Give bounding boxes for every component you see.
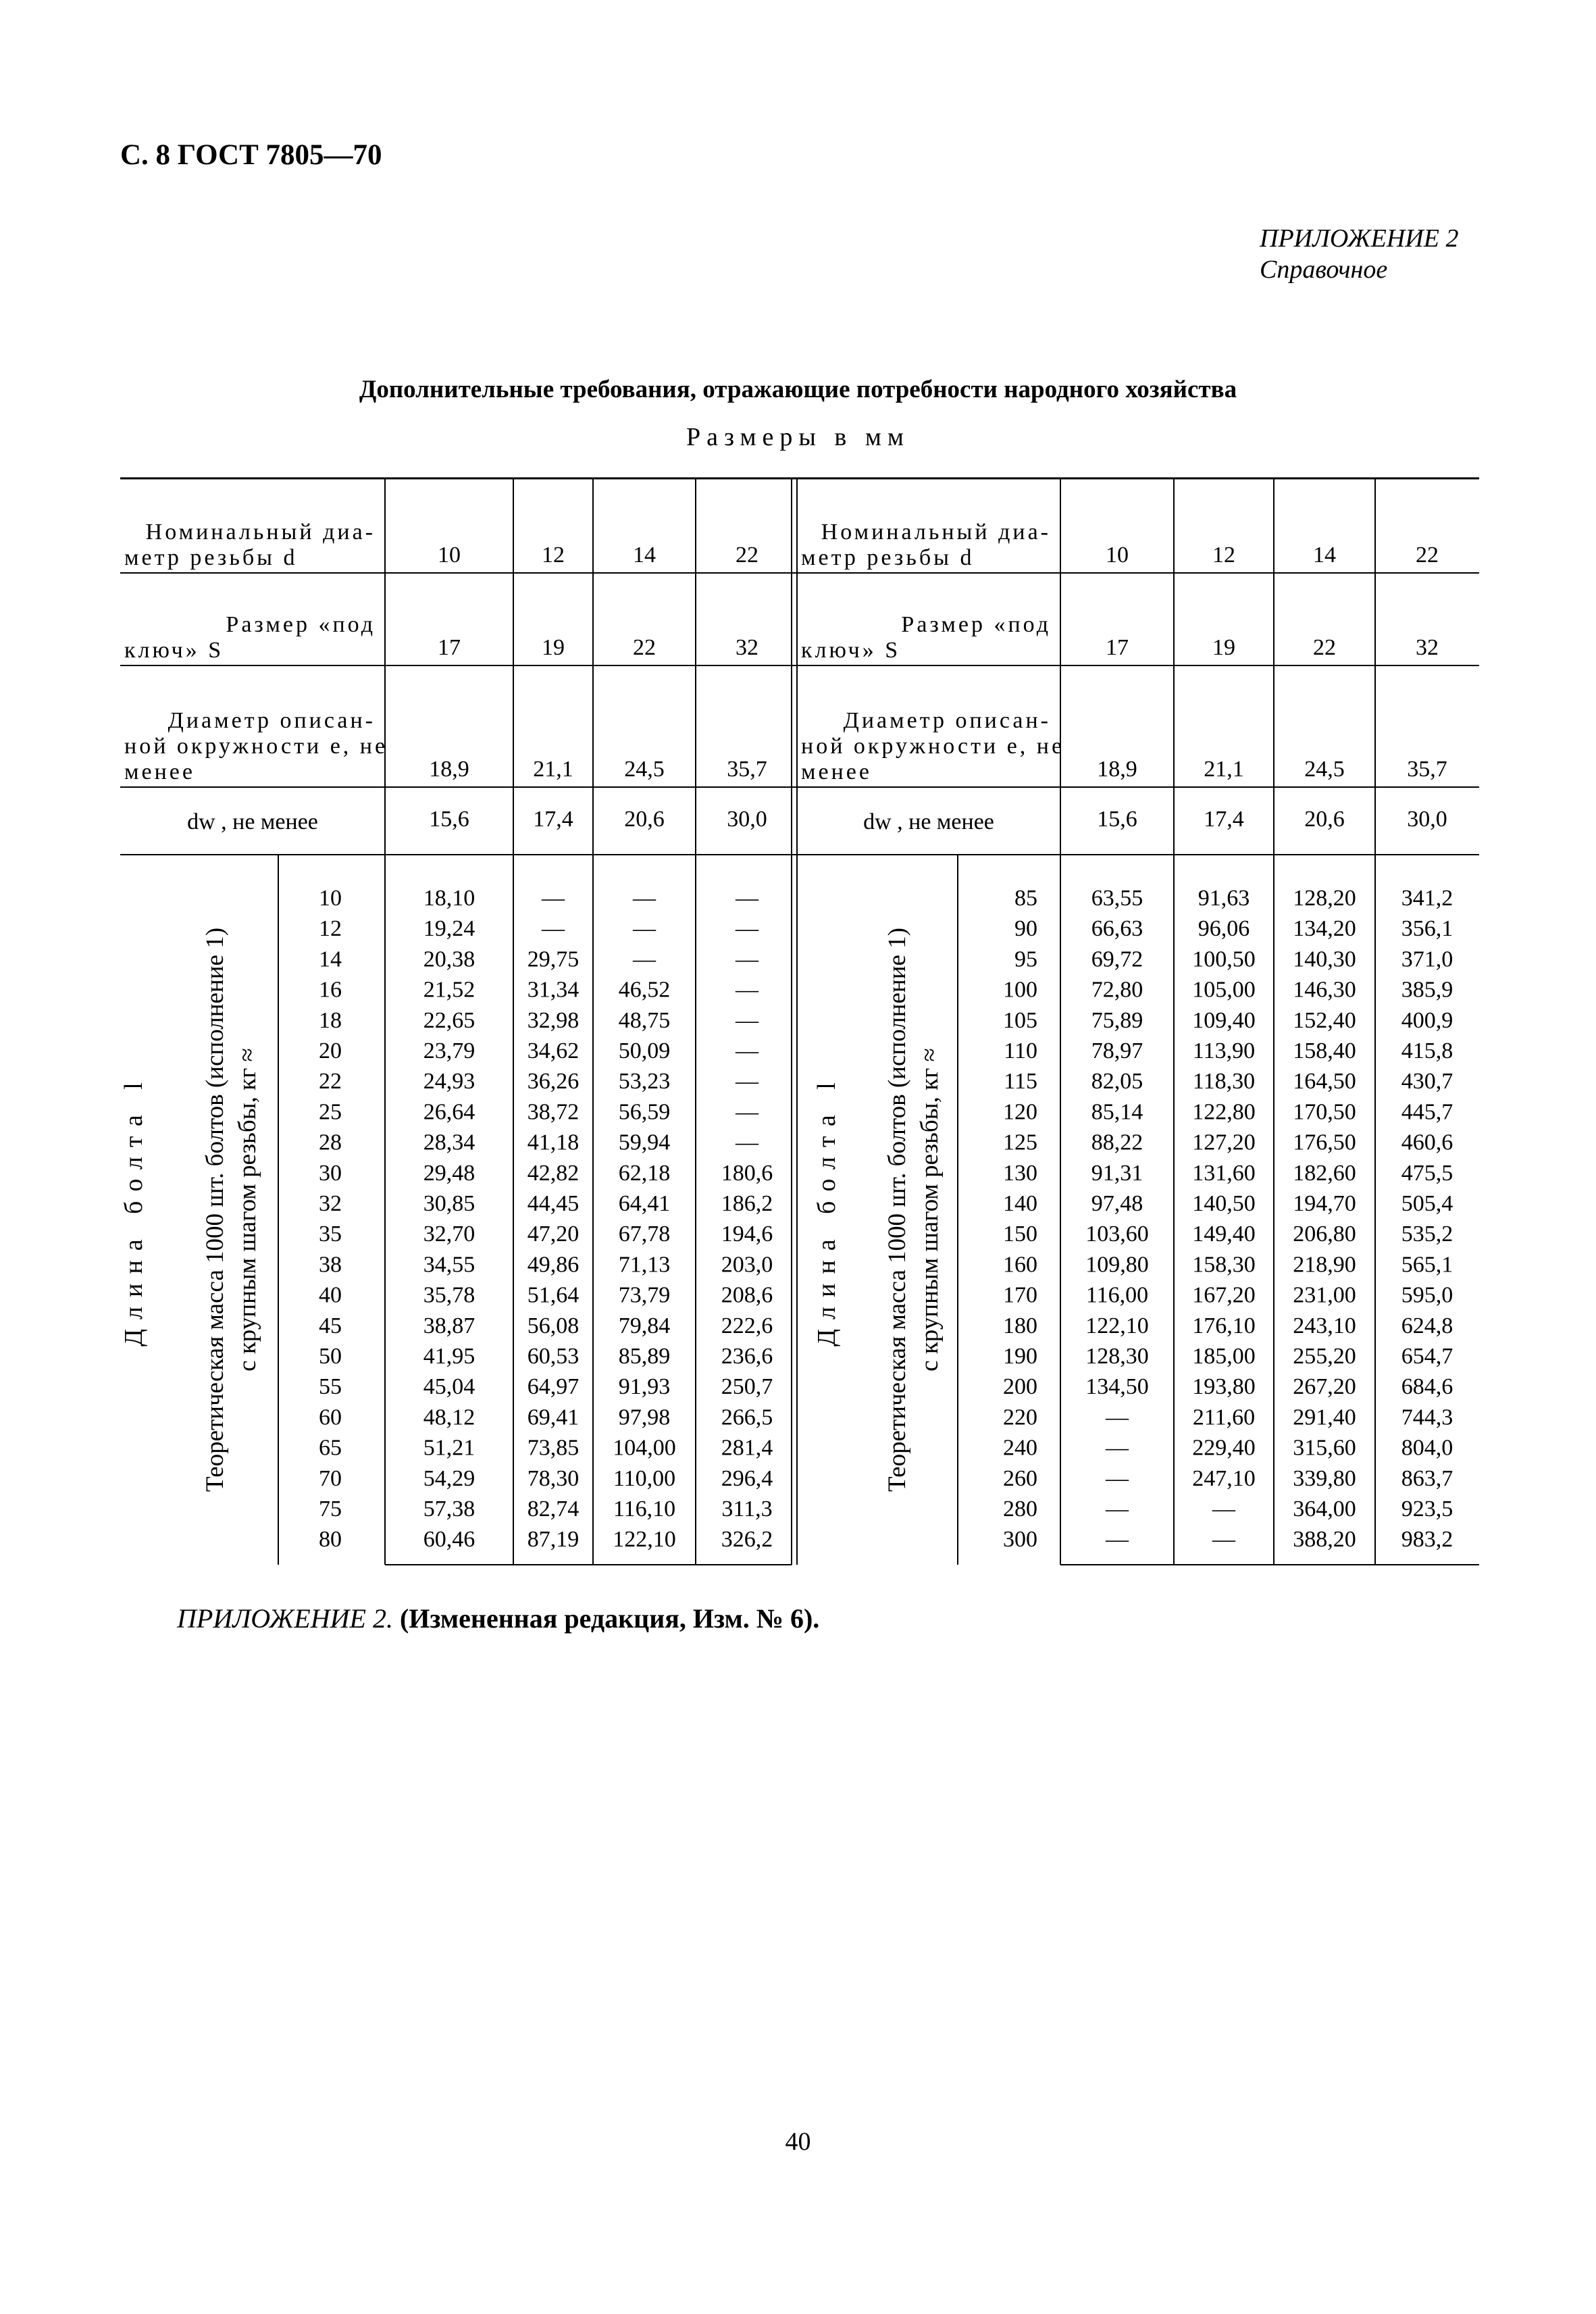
left-mass-cell: 281,4: [721, 1435, 773, 1461]
right-mass-cell: 206,80: [1293, 1222, 1356, 1247]
left-length-cell: 65: [319, 1435, 342, 1461]
left-mass-cell: 311,3: [721, 1496, 773, 1521]
right-mass-cell: —: [1106, 1465, 1129, 1491]
left-mass-cell: 29,75: [527, 947, 580, 972]
left-mass-cell: 34,55: [423, 1252, 475, 1278]
left-mass-cell: 91,93: [618, 1374, 671, 1400]
right-mass-cell: 91,63: [1198, 886, 1250, 911]
left-mass-cell: 85,89: [618, 1344, 671, 1369]
left-mass-cell: 38,87: [423, 1313, 475, 1338]
left-length-cell: 60: [319, 1405, 342, 1430]
left-mass-cell: —: [633, 886, 656, 911]
left-header-value: 22: [633, 635, 656, 660]
left-mass-cell: —: [736, 977, 758, 1003]
left-mass-cell: 51,21: [423, 1435, 475, 1461]
left-mass-cell: 35,78: [423, 1282, 475, 1308]
left-mass-cell: 38,72: [527, 1099, 580, 1125]
right-mass-cell: 505,4: [1401, 1191, 1453, 1216]
right-mass-cell: 218,90: [1293, 1252, 1356, 1278]
right-header-value: 10: [1106, 543, 1129, 568]
left-header-value: 32: [736, 635, 758, 660]
right-header-value: 20,6: [1304, 807, 1345, 832]
right-mass-cell: 158,40: [1293, 1038, 1356, 1063]
left-mass-cell: 79,84: [618, 1313, 671, 1338]
right-mass-cell: 565,1: [1401, 1252, 1453, 1278]
left-mass-cell: —: [736, 1069, 758, 1095]
left-mass-cell: —: [736, 1130, 758, 1155]
right-mass-cell: 109,40: [1192, 1007, 1256, 1033]
right-length-cell: 95: [1014, 947, 1037, 972]
right-mass-cell: 122,80: [1192, 1099, 1256, 1125]
left-mass-cell: 110,00: [613, 1465, 676, 1491]
right-header-label: Номинальный диа-: [821, 520, 1051, 545]
left-header-label: менее: [124, 759, 195, 784]
left-header-value: 24,5: [624, 757, 665, 782]
right-mass-cell: 63,55: [1091, 886, 1143, 911]
left-mass-cell: —: [633, 947, 656, 972]
right-mass-cell: 415,8: [1401, 1038, 1453, 1063]
right-mass-cell: —: [1212, 1527, 1235, 1553]
left-length-cell: 10: [319, 886, 342, 911]
left-length-cell: 38: [319, 1252, 342, 1278]
left-mass-cell: 50,09: [618, 1038, 671, 1063]
left-mass-cell: 104,00: [613, 1435, 676, 1461]
left-length-cell: 32: [319, 1191, 342, 1216]
right-mass-cell: 109,80: [1085, 1252, 1149, 1278]
left-mass-cell: 122,10: [613, 1527, 676, 1553]
left-mass-cell: 36,26: [527, 1069, 580, 1095]
right-header-label: Диаметр описан-: [843, 708, 1051, 733]
right-header-value: 14: [1313, 543, 1336, 568]
left-mass-cell: 116,10: [613, 1496, 676, 1521]
left-mass-cell: —: [736, 1007, 758, 1033]
left-length-cell: 12: [319, 916, 342, 942]
right-mass-cell: 128,30: [1085, 1344, 1149, 1369]
left-mass-cell: 24,93: [423, 1069, 475, 1095]
left-mass-cell: 54,29: [423, 1465, 475, 1491]
left-length-cell: 80: [319, 1527, 342, 1553]
right-length-cell: 100: [1003, 977, 1037, 1003]
left-header-value: 21,1: [533, 757, 573, 782]
left-header-label: ной окружности e, не: [124, 734, 388, 759]
right-length-cell: 125: [1003, 1130, 1037, 1155]
left-header-value: 12: [542, 543, 565, 568]
left-mass-cell: 57,38: [423, 1496, 475, 1521]
left-mass-cell: 41,95: [423, 1344, 475, 1369]
left-mass-cell: 53,23: [618, 1069, 671, 1095]
right-length-cell: 160: [1003, 1252, 1037, 1278]
right-mass-cell: 66,63: [1091, 916, 1143, 942]
right-header-label: метр резьбы d: [801, 545, 975, 570]
left-length-cell: 45: [319, 1313, 342, 1338]
right-mass-cell: 131,60: [1192, 1160, 1256, 1186]
right-length-cell: 120: [1003, 1099, 1037, 1125]
right-mass-cell: 127,20: [1192, 1130, 1256, 1155]
left-header-value: 35,7: [727, 757, 767, 782]
left-mass-cell: —: [736, 886, 758, 911]
left-header-label: dw , не менее: [187, 809, 318, 834]
left-mass-cell: 326,2: [721, 1527, 773, 1553]
right-header-value: 19: [1212, 635, 1235, 660]
right-mass-cell: 400,9: [1401, 1007, 1453, 1033]
right-mass-cell: 128,20: [1293, 886, 1356, 911]
right-mass-cell: 69,72: [1091, 947, 1143, 972]
page-number: 40: [785, 2128, 811, 2156]
right-length-cell: 150: [1003, 1222, 1037, 1247]
left-length-cell: 14: [319, 947, 342, 972]
left-mass-cell: 87,19: [527, 1527, 580, 1553]
left-length-cell: 70: [319, 1465, 342, 1491]
right-mass-cell: —: [1106, 1435, 1129, 1461]
left-mass-cell: 44,45: [527, 1191, 580, 1216]
right-header-label: dw , не менее: [863, 809, 994, 834]
left-mass-cell: —: [736, 1099, 758, 1125]
right-mass-cell: 229,40: [1192, 1435, 1256, 1461]
right-mass-cell: 146,30: [1293, 977, 1356, 1003]
right-length-cell: 180: [1003, 1313, 1037, 1338]
right-length-cell: 240: [1003, 1435, 1037, 1461]
left-length-cell: 40: [319, 1282, 342, 1308]
left-mass-cell: 64,41: [618, 1191, 671, 1216]
right-mass-cell: 231,00: [1293, 1282, 1356, 1308]
left-mass-cell: 73,79: [618, 1282, 671, 1308]
left-length-cell: 50: [319, 1344, 342, 1369]
left-mass-cell: 51,64: [527, 1282, 580, 1308]
right-header-label: ной окружности e, не: [801, 734, 1065, 759]
left-mass-cell: —: [542, 886, 565, 911]
right-length-cell: 105: [1003, 1007, 1037, 1033]
left-header-value: 30,0: [727, 807, 767, 832]
left-mass-cell: 62,18: [618, 1160, 671, 1186]
left-mass-cell: 23,79: [423, 1038, 475, 1063]
left-mass-cell: 32,98: [527, 1007, 580, 1033]
left-header-value: 14: [633, 543, 656, 568]
left-mass-cell: 26,64: [423, 1099, 475, 1125]
right-length-cell: 190: [1003, 1344, 1037, 1369]
right-mass-cell: 863,7: [1401, 1465, 1453, 1491]
left-header-label: метр резьбы d: [124, 545, 298, 570]
left-mass-cell: 236,6: [721, 1344, 773, 1369]
left-mass-cell: —: [736, 947, 758, 972]
left-header-value: 18,9: [429, 757, 469, 782]
right-mass-cell: 267,20: [1293, 1374, 1356, 1400]
left-length-cell: 25: [319, 1099, 342, 1125]
right-mass-cell: 113,90: [1192, 1038, 1256, 1063]
left-mass-cell: 31,34: [527, 977, 580, 1003]
right-mass-cell: 118,30: [1192, 1069, 1256, 1095]
left-length-cell: 35: [319, 1222, 342, 1247]
right-header-value: 17: [1106, 635, 1129, 660]
left-header-label: Номинальный диа-: [145, 520, 376, 545]
right-mass-label: с крупным шагом резьбы, кг ≈: [916, 1048, 944, 1372]
left-header-value: 17: [438, 635, 461, 660]
right-length-cell: 280: [1003, 1496, 1037, 1521]
footnote: [177, 1603, 819, 1634]
left-length-cell: 30: [319, 1160, 342, 1186]
right-header-label: менее: [801, 759, 872, 784]
left-mass-cell: 42,82: [527, 1160, 580, 1186]
right-mass-cell: 105,00: [1192, 977, 1256, 1003]
left-header-value: 20,6: [624, 807, 665, 832]
right-mass-cell: 158,30: [1192, 1252, 1256, 1278]
right-mass-cell: 170,50: [1293, 1099, 1356, 1125]
right-mass-cell: 291,40: [1293, 1405, 1356, 1430]
right-mass-cell: 388,20: [1293, 1527, 1356, 1553]
right-length-cell: 110: [1004, 1038, 1037, 1063]
left-mass-cell: 69,41: [527, 1405, 580, 1430]
left-mass-cell: 296,4: [721, 1465, 773, 1491]
left-length-cell: 28: [319, 1130, 342, 1155]
left-header-value: 15,6: [429, 807, 469, 832]
right-mass-cell: 371,0: [1401, 947, 1453, 972]
left-mass-label: с крупным шагом резьбы, кг ≈: [234, 1048, 261, 1372]
left-mass-cell: 21,52: [423, 977, 475, 1003]
right-header-value: 17,4: [1204, 807, 1244, 832]
left-length-cell: 75: [319, 1496, 342, 1521]
left-mass-cell: —: [542, 916, 565, 942]
right-header-value: 35,7: [1407, 757, 1447, 782]
left-length-cell: 20: [319, 1038, 342, 1063]
right-length-cell: 220: [1003, 1405, 1037, 1430]
right-mass-cell: 923,5: [1401, 1496, 1453, 1521]
left-length-cell: 16: [319, 977, 342, 1003]
right-mass-cell: 445,7: [1401, 1099, 1453, 1125]
left-mass-cell: 194,6: [721, 1222, 773, 1247]
appendix-title: ПРИЛОЖЕНИЕ 2: [1260, 224, 1459, 253]
left-header-label: ключ» S: [124, 638, 224, 663]
right-mass-cell: 247,10: [1192, 1465, 1256, 1491]
left-mass-cell: 20,38: [423, 947, 475, 972]
right-mass-cell: —: [1212, 1496, 1235, 1521]
right-mass-cell: 134,50: [1085, 1374, 1149, 1400]
left-mass-cell: 46,52: [618, 977, 671, 1003]
left-mass-cell: 34,62: [527, 1038, 580, 1063]
left-mass-cell: 45,04: [423, 1374, 475, 1400]
right-mass-cell: 385,9: [1401, 977, 1453, 1003]
left-mass-cell: 208,6: [721, 1282, 773, 1308]
right-mass-cell: 211,60: [1192, 1405, 1256, 1430]
right-mass-cell: 75,89: [1091, 1007, 1143, 1033]
left-mass-label: Теоретическая масса 1000 шт. болтов (исполнение 1): [201, 927, 229, 1492]
right-mass-cell: 116,00: [1085, 1282, 1149, 1308]
right-mass-cell: 97,48: [1091, 1191, 1143, 1216]
right-mass-cell: 315,60: [1293, 1435, 1356, 1461]
right-mass-cell: 182,60: [1293, 1160, 1356, 1186]
right-mass-cell: 804,0: [1401, 1435, 1453, 1461]
footnote-appendix-ref: ПРИЛОЖЕНИЕ 2.: [177, 1603, 393, 1634]
left-mass-cell: 48,12: [423, 1405, 475, 1430]
right-header-value: 30,0: [1407, 807, 1447, 832]
right-mass-cell: 164,50: [1293, 1069, 1356, 1095]
left-length-cell: 55: [319, 1374, 342, 1400]
right-mass-cell: 152,40: [1293, 1007, 1356, 1033]
right-mass-cell: 194,70: [1293, 1191, 1356, 1216]
left-mass-cell: 30,85: [423, 1191, 475, 1216]
footnote-edit-note: (Измененная редакция, Изм. № 6).: [399, 1603, 820, 1634]
right-mass-cell: 339,80: [1293, 1465, 1356, 1491]
left-header-value: 19: [542, 635, 565, 660]
left-mass-cell: 64,97: [527, 1374, 580, 1400]
left-mass-cell: 49,86: [527, 1252, 580, 1278]
left-mass-cell: 41,18: [527, 1130, 580, 1155]
right-mass-cell: 103,60: [1085, 1222, 1149, 1247]
left-header-label: Диаметр описан-: [168, 708, 376, 733]
right-mass-label: Теоретическая масса 1000 шт. болтов (исполнение 1): [883, 927, 911, 1492]
left-mass-cell: 28,34: [423, 1130, 475, 1155]
right-mass-cell: 744,3: [1401, 1405, 1453, 1430]
left-mass-cell: 22,65: [423, 1007, 475, 1033]
left-mass-cell: 56,08: [527, 1313, 580, 1338]
left-mass-cell: 60,46: [423, 1527, 475, 1553]
appendix-subtitle: Справочное: [1260, 255, 1388, 284]
right-length-cell: 140: [1003, 1191, 1037, 1216]
left-mass-cell: 56,59: [618, 1099, 671, 1125]
right-header-value: 32: [1416, 635, 1439, 660]
right-header-value: 18,9: [1097, 757, 1137, 782]
left-length-label: Длина болта l: [120, 1073, 148, 1347]
left-header-value: 17,4: [533, 807, 573, 832]
right-length-cell: 85: [1014, 886, 1037, 911]
right-mass-cell: 460,6: [1401, 1130, 1453, 1155]
left-mass-cell: —: [736, 1038, 758, 1063]
left-mass-cell: 48,75: [618, 1007, 671, 1033]
right-header-value: 15,6: [1097, 807, 1137, 832]
left-mass-cell: 29,48: [423, 1160, 475, 1186]
left-mass-cell: —: [633, 916, 656, 942]
right-header-value: 22: [1416, 543, 1439, 568]
right-mass-cell: 176,50: [1293, 1130, 1356, 1155]
left-mass-cell: 266,5: [721, 1405, 773, 1430]
left-mass-cell: 67,78: [618, 1222, 671, 1247]
right-mass-cell: 983,2: [1401, 1527, 1453, 1553]
right-header-value: 24,5: [1304, 757, 1345, 782]
right-mass-cell: —: [1106, 1527, 1129, 1553]
right-length-cell: 90: [1014, 916, 1037, 942]
right-mass-cell: 185,00: [1192, 1344, 1256, 1369]
right-mass-cell: 654,7: [1401, 1344, 1453, 1369]
left-mass-cell: 82,74: [527, 1496, 580, 1521]
left-mass-cell: 250,7: [721, 1374, 773, 1400]
units-note: Размеры в мм: [686, 423, 910, 451]
right-mass-cell: 100,50: [1192, 947, 1256, 972]
left-mass-cell: 60,53: [527, 1344, 580, 1369]
right-length-cell: 300: [1003, 1527, 1037, 1553]
right-mass-cell: 82,05: [1091, 1069, 1143, 1095]
page-header: С. 8 ГОСТ 7805—70: [120, 139, 382, 171]
left-mass-cell: 73,85: [527, 1435, 580, 1461]
right-mass-cell: 134,20: [1293, 916, 1356, 942]
left-length-cell: 18: [319, 1007, 342, 1033]
left-mass-cell: 203,0: [721, 1252, 773, 1278]
left-mass-cell: 47,20: [527, 1222, 580, 1247]
right-header-value: 21,1: [1204, 757, 1244, 782]
left-mass-cell: 222,6: [721, 1313, 773, 1338]
left-header-value: 10: [438, 543, 461, 568]
left-mass-cell: 97,98: [618, 1405, 671, 1430]
right-mass-cell: 684,6: [1401, 1374, 1453, 1400]
left-mass-cell: 59,94: [618, 1130, 671, 1155]
right-mass-cell: 243,10: [1293, 1313, 1356, 1338]
right-length-cell: 170: [1003, 1282, 1037, 1308]
right-mass-cell: 140,30: [1293, 947, 1356, 972]
left-length-cell: 22: [319, 1069, 342, 1095]
right-mass-cell: 122,10: [1085, 1313, 1149, 1338]
table-title: Дополнительные требования, отражающие потребности народного хозяйства: [359, 376, 1237, 403]
right-mass-cell: 72,80: [1091, 977, 1143, 1003]
right-mass-cell: 96,06: [1198, 916, 1250, 942]
right-mass-cell: 341,2: [1401, 886, 1453, 911]
right-mass-cell: 140,50: [1192, 1191, 1256, 1216]
left-mass-cell: 180,6: [721, 1160, 773, 1186]
right-mass-cell: 475,5: [1401, 1160, 1453, 1186]
right-mass-cell: 255,20: [1293, 1344, 1356, 1369]
right-length-cell: 260: [1003, 1465, 1037, 1491]
right-mass-cell: 78,97: [1091, 1038, 1143, 1063]
right-length-cell: 115: [1004, 1069, 1037, 1095]
left-mass-cell: 186,2: [721, 1191, 773, 1216]
left-mass-cell: 71,13: [618, 1252, 671, 1278]
right-length-cell: 130: [1003, 1160, 1037, 1186]
right-mass-cell: 149,40: [1192, 1222, 1256, 1247]
left-header-label: Размер «под: [226, 612, 376, 637]
left-mass-cell: 18,10: [423, 886, 475, 911]
right-header-value: 22: [1313, 635, 1336, 660]
right-length-label: Длина болта l: [813, 1073, 841, 1347]
right-mass-cell: 193,80: [1192, 1374, 1256, 1400]
right-header-label: ключ» S: [801, 638, 901, 663]
right-mass-cell: 356,1: [1401, 916, 1453, 942]
right-length-cell: 200: [1003, 1374, 1037, 1400]
right-mass-cell: 85,14: [1091, 1099, 1143, 1125]
left-mass-cell: 78,30: [527, 1465, 580, 1491]
right-header-value: 12: [1212, 543, 1235, 568]
right-mass-cell: —: [1106, 1496, 1129, 1521]
right-mass-cell: 91,31: [1091, 1160, 1143, 1186]
right-header-label: Размер «под: [901, 612, 1051, 637]
left-mass-cell: 32,70: [423, 1222, 475, 1247]
left-mass-cell: —: [736, 916, 758, 942]
right-mass-cell: 88,22: [1091, 1130, 1143, 1155]
right-mass-cell: 176,10: [1192, 1313, 1256, 1338]
right-mass-cell: 535,2: [1401, 1222, 1453, 1247]
right-mass-cell: 430,7: [1401, 1069, 1453, 1095]
right-mass-cell: 167,20: [1192, 1282, 1256, 1308]
left-mass-cell: 19,24: [423, 916, 475, 942]
right-mass-cell: —: [1106, 1405, 1129, 1430]
right-mass-cell: 595,0: [1401, 1282, 1453, 1308]
right-mass-cell: 624,8: [1401, 1313, 1453, 1338]
right-mass-cell: 364,00: [1293, 1496, 1356, 1521]
left-header-value: 22: [736, 543, 758, 568]
